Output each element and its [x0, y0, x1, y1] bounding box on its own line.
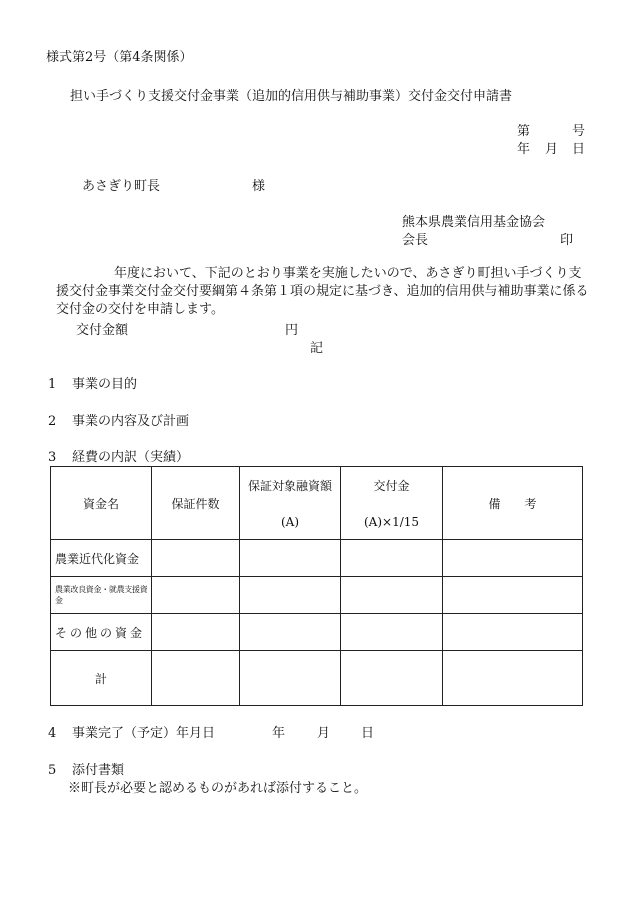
- header-grant: [341, 467, 443, 540]
- applicant-org: 熊本県農業信用基金協会: [402, 215, 546, 230]
- application-body: [56, 265, 592, 319]
- table-row: [51, 651, 583, 706]
- header-grant-label: 交付金: [373, 479, 410, 493]
- table-row: [51, 540, 583, 577]
- completion-month: 月: [317, 726, 331, 741]
- header-grant-sub: (A)×1/15: [363, 515, 420, 529]
- table-row: [51, 577, 583, 614]
- row-label-total: 計: [51, 651, 152, 706]
- date-month: 月: [545, 142, 559, 157]
- addressee-name: あさぎり町長: [82, 179, 161, 194]
- addressee-honorific: 様: [252, 179, 266, 194]
- row-label-modernization: 農業近代化資金: [51, 540, 152, 577]
- section-3-number: 3: [48, 450, 57, 465]
- amount-unit: 円: [285, 323, 299, 338]
- applicant-title: 会長: [402, 233, 429, 248]
- table-row: [51, 614, 583, 651]
- date-year: 年: [517, 142, 531, 157]
- form-number: 様式第2号（第4条関係）: [46, 50, 193, 65]
- application-body-text: 年度において、下記のとおり事業を実施したいので、あさぎり町担い手づくり支援交付金事業交付金交付要綱第４条第１項の規定に基づき、追加的信用供与補助事業に係る交付金の交付を申請します。: [56, 266, 589, 317]
- doc-no-dai: 第: [517, 124, 531, 139]
- doc-no-go: 号: [572, 124, 586, 139]
- section-2-label: 事業の内容及び計画: [72, 414, 190, 429]
- amount-label: 交付金額: [76, 323, 129, 338]
- section-5-label: 添付書類: [72, 763, 125, 778]
- row-label-other: その他の資金: [51, 614, 152, 651]
- completion-day: 日: [361, 726, 375, 741]
- section-2-number: 2: [48, 414, 57, 429]
- section-4-label: 事業完了（予定）年月日: [72, 726, 216, 741]
- applicant-seal: 印: [560, 233, 574, 248]
- section-1-label: 事業の目的: [72, 377, 138, 392]
- attachment-note: ※町長が必要と認めるものがあれば添付すること。: [68, 781, 368, 796]
- date-day: 日: [572, 142, 586, 157]
- header-remarks: 備 考: [443, 467, 583, 540]
- section-1-number: 1: [48, 377, 57, 392]
- table-header-row: [51, 467, 583, 540]
- section-3-label: 経費の内訳（実績）: [72, 450, 190, 465]
- completion-year: 年: [272, 726, 286, 741]
- header-guarantee-count: 保証件数: [152, 467, 240, 540]
- header-guaranteed-loan-sub: (A): [280, 515, 300, 529]
- document-title: 担い手づくり支援交付金事業（追加的信用供与補助事業）交付金交付申請書: [70, 89, 513, 104]
- expense-table: [50, 466, 583, 706]
- section-5-number: 5: [48, 763, 57, 778]
- header-guaranteed-loan: [240, 467, 341, 540]
- section-4-number: 4: [48, 726, 57, 741]
- header-fund-name: 資金名: [51, 467, 152, 540]
- ki-heading: 記: [310, 341, 324, 356]
- row-label-improvement: 農業改良資金・就農支援資金: [51, 577, 152, 614]
- header-guaranteed-loan-label: 保証対象融資額: [247, 479, 332, 493]
